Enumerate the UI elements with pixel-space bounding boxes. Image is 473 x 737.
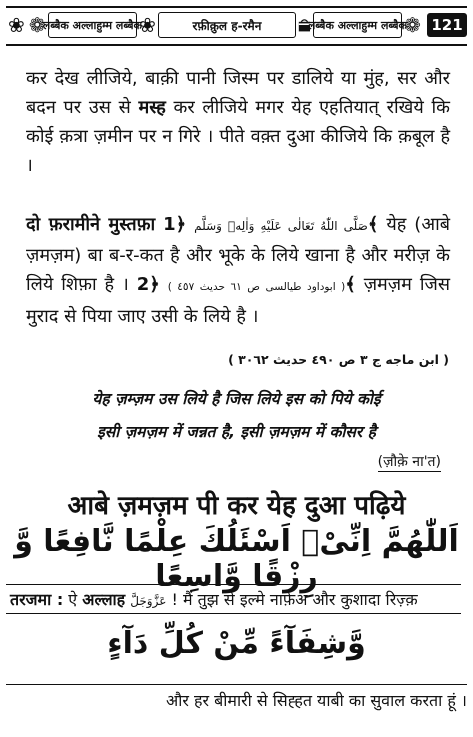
section-heading: दो फ़रामीने मुस्तफ़ा [26, 214, 156, 235]
header-label-left-text: लब्बैक अल्लाहुम्म लब्बैक [42, 18, 142, 32]
poem-attribution: (ज़ौक़े ना'त) [377, 454, 441, 470]
paragraph-1-bold-word: मस्ह [138, 97, 166, 118]
translation-text-a: ऐ [63, 590, 83, 609]
header-label-left [42, 12, 142, 38]
paragraph-1-text-b: कर लीजिये मगर येह एहतियात् रखिये कि कोई क़त्रा ज़मीन पर न गिरे । पीते वक़्त दुआ कीजिये कि क़बूल है । [26, 97, 450, 176]
header-top-rule [6, 6, 467, 8]
salutation-text: صَلَّى اللّٰهُ تَعَالٰى عَلَيْهِ وَاٰلِهٖ وَسَلَّم [194, 219, 368, 233]
arabic-dua-line-1: اَللّٰهُمَّ اِنِّیْۤ اَسْئَلُكَ عِلْمًا نَّافِعًا وَّ رِزْقًا وَّاسِعًا [14, 524, 459, 594]
paragraph-1-text-a: कर देख लीजिये, बाक़ी पानी जिस्म पर डालिये या मुंह, सर और बदन पर उस से [26, 68, 450, 118]
page-header [6, 4, 467, 46]
translation-label: तरजमा : [10, 590, 64, 609]
chapter-title [158, 12, 296, 38]
header-label-right-text: लब्बैक अल्लाहुम्म लब्बैक [307, 18, 408, 32]
header-label-right [307, 12, 408, 38]
translation-text-b: ! मैं तुझ से इल्मे नाफ़ेअ और कुशादा रिज़्क़ [166, 590, 418, 609]
header-row [6, 10, 467, 40]
hadith-2-text: ज़मज़म जिस मुराद से पिया जाए उसी के लिये है । [26, 274, 451, 327]
floral-ornament-icon: ❁ [404, 13, 421, 37]
translation-honorific: عَزَّوَجَلَّ [130, 594, 167, 608]
page-number: 121 [427, 13, 467, 37]
arabic-dua-line-2: وَّشِفَآءً مِّنْ كُلِّ دَآءٍ [107, 626, 366, 661]
header-bottom-rule [6, 44, 467, 46]
floral-ornament-icon: ❁ [28, 13, 46, 37]
floral-ornament-icon: ❀ [139, 13, 156, 37]
hadith-number-1: ﴿1﴾ [163, 214, 379, 235]
dua-heading: आबे ज़मज़म पी कर येह दुआ पढ़िये [67, 491, 406, 521]
floral-ornament-icon: ❀ [8, 13, 25, 37]
paragraph-1 [26, 64, 450, 180]
closing-line: और हर बीमारी से सिह्हत याबी का सुवाल करता हूं । [6, 684, 467, 711]
hadith-number-2: ﴿2﴾ [136, 274, 356, 295]
poem-line-2: इसी ज़मज़म में जन्नत है, इसी ज़मज़म में कौसर है [97, 423, 376, 441]
paragraph-2 [26, 210, 450, 331]
closing-line-wrap [6, 684, 467, 711]
hadith-1-reference: ( ابوداود طیالسی ص ٦١ حدیث ٤٥٧ ) [167, 281, 346, 293]
translation-allah: अल्लाह [82, 590, 126, 609]
chapter-title-text: रफ़ीक़ुल ह-रमैन [192, 18, 262, 33]
translation-line [10, 588, 465, 610]
hadith-2-reference: ( ابن ماجه ج ٣ ص ٤٩٠ حديث ٣٠٦٢ ) [228, 352, 449, 367]
poem-line-1: येह ज़म्ज़म उस लिये है जिस लिये इस को पिये कोई [92, 390, 381, 408]
hadith-1-text: येह (आबे ज़मज़म) बा ब-र-कत है और भूके के लिये खाना है और मरीज़ के लिये शिफ़ा है । [26, 214, 450, 295]
